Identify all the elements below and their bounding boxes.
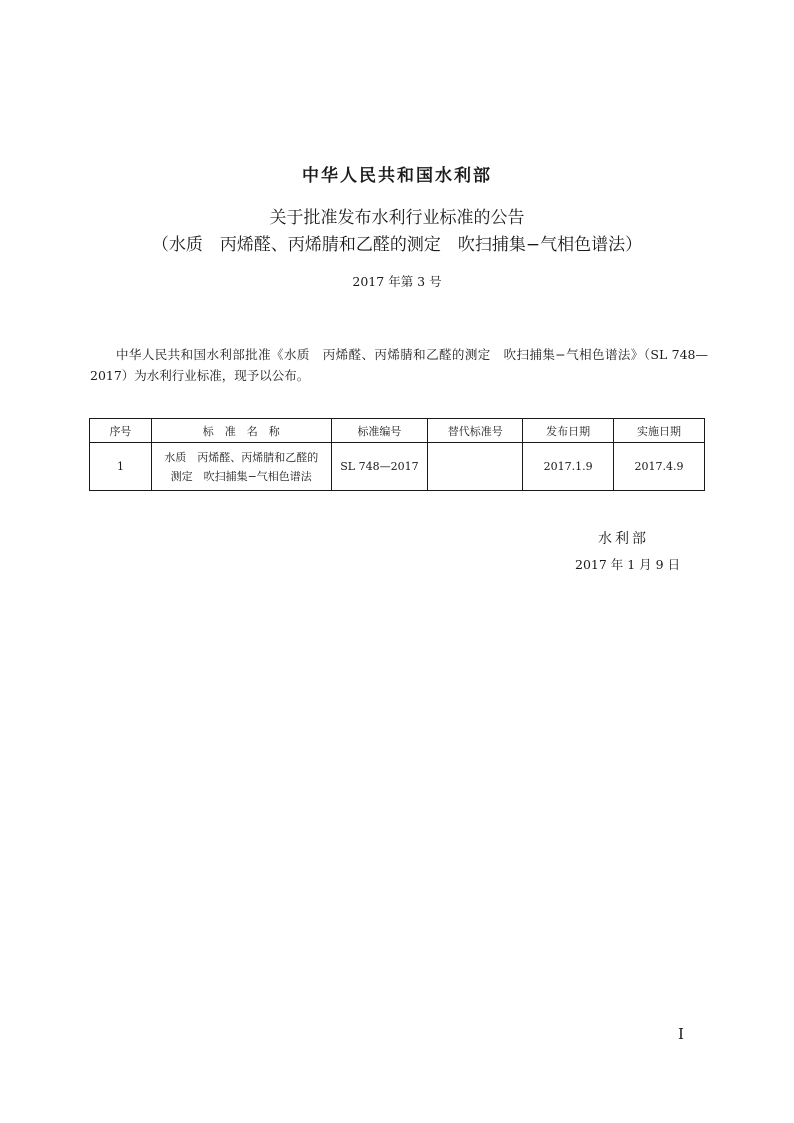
signature-date: 2017 年 1 月 9 日 [575,557,681,572]
notice-body: 中华人民共和国水利部批准《水质 丙烯醛、丙烯腈和乙醛的测定 吹扫捕集−气相色谱法》（SL 748—2017）为水利行业标准，现予以公布。 [90,346,708,383]
cell-name [151,443,331,491]
header-replaced: 替代标准号 [428,419,523,443]
table-header-row [90,419,705,443]
header-code: 标准编号 [331,419,428,443]
cell-no: 1 [90,443,152,491]
signature-org: 水利部 [598,531,649,547]
cell-replaced [428,443,523,491]
cell-code: SL 748—2017 [331,443,428,491]
header-name: 标 准 名 称 [151,419,331,443]
cell-effective: 2017.4.9 [614,443,705,491]
issuer-heading: 中华人民共和国水利部 [302,166,492,186]
header-published: 发布日期 [523,419,614,443]
standards-table [89,418,705,491]
cell-name-line2: 测定 吹扫捕集−气相色谱法 [170,469,312,483]
header-effective: 实施日期 [614,419,705,443]
notice-subtitle: （水质 丙烯醛、丙烯腈和乙醛的测定 吹扫捕集−气相色谱法） [151,235,643,255]
page-number: I [678,1025,684,1043]
cell-published: 2017.1.9 [523,443,614,491]
table-row [90,443,705,491]
notice-title: 关于批准发布水利行业标准的公告 [269,208,525,228]
notice-number: 2017 年第 3 号 [352,274,442,289]
header-no: 序号 [90,419,152,443]
cell-name-line1: 水质 丙烯醛、丙烯腈和乙醛的 [164,450,319,464]
